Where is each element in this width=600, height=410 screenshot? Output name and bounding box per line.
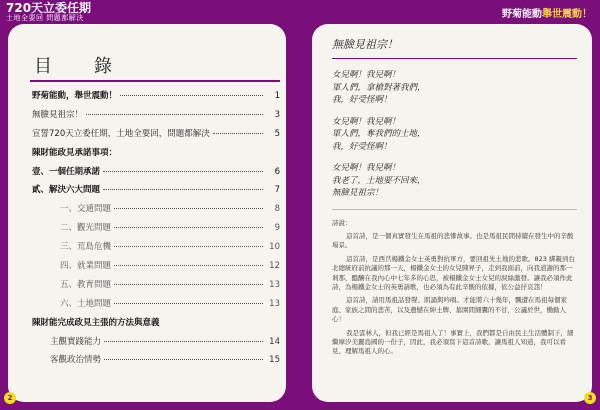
poem-notes — [332, 219, 577, 357]
toc-item-page: 13 — [269, 279, 280, 290]
poem-line: 我老了，土地要不回來， — [332, 175, 426, 186]
toc-item[interactable] — [32, 278, 280, 297]
notes-heading: 詩說： — [332, 218, 352, 227]
header-slogan — [502, 5, 592, 20]
toc-dot-leader — [120, 95, 263, 96]
toc-heading: 目 錄 — [34, 56, 124, 77]
toc-item-label: 一、交通問題 — [60, 204, 112, 215]
poem-stanza — [332, 162, 577, 200]
toc-item-label: 二、觀光問題 — [60, 223, 112, 234]
toc-item-page: 3 — [274, 109, 280, 120]
toc-item-label: 貳、解決六大問題 — [32, 185, 101, 196]
section-divider — [332, 209, 577, 211]
poem-line: 軍人們，拿槍對著我們， — [332, 82, 426, 93]
toc-item[interactable] — [32, 259, 280, 278]
toc-item[interactable] — [32, 89, 280, 108]
toc-item[interactable] — [32, 221, 280, 240]
toc-item-label: 宣誓720天立委任期，土地全要回，問題都解決 — [32, 128, 210, 139]
note-paragraph: 這首詩，是西莒楊鐵金女士英勇對抗軍方，要回祖先土地的悲歌。823 綁親到台北總統府前抗議的那一天，楊鐵金女士的女兒陳昇子，走到我面前，向我道謝的那一剎那，醞醸在我內心中七年多的心思，被楊鐵金女士女兒的淚絲激發。讓我必須作此詩，為楊鐵金女士的英勇請歌，也必須為有此辛酸的依據，依公益抒哀怨！ — [332, 254, 575, 291]
toc-item[interactable] — [32, 335, 280, 354]
note-paragraph: 我是雲林人，但我已經是馬祖人了！事實上，我們都是自由民主生活體制下，細繼摩汐美麗島國的一份子，因此，我必須寫下這首詩歌，讓馬祖人知道，我可以看見、理解馬祖人的心。 — [332, 328, 574, 356]
toc-item[interactable] — [32, 353, 280, 372]
poem-page — [312, 24, 592, 402]
toc-item-label: 六、土地問題 — [60, 298, 112, 309]
toc-item-page: 9 — [274, 223, 280, 234]
toc-dot-leader — [114, 265, 263, 266]
toc-item[interactable] — [32, 297, 280, 316]
toc-dot-leader — [104, 359, 263, 360]
toc-item[interactable] — [32, 240, 280, 259]
toc-item-page: 13 — [269, 298, 280, 309]
toc-dot-leader — [86, 114, 263, 115]
poem-line: 我，好受怪啊！ — [332, 141, 392, 152]
poem-title-divider — [332, 58, 577, 59]
toc-dot-leader — [114, 303, 263, 304]
header-subtitle: 土地全要回 問題都解決 — [6, 14, 84, 22]
toc-dot-leader — [114, 284, 263, 285]
toc-dot-leader — [114, 246, 263, 247]
poem-stanzas — [332, 69, 577, 200]
poem-stanza — [332, 116, 577, 154]
toc-divider — [30, 80, 280, 82]
toc-item-label: 無臉見祖宗！ — [32, 109, 84, 120]
poem-line: 軍人們，奪我們的土地， — [332, 129, 426, 139]
toc-item-label: 客觀政治情勢 — [50, 355, 102, 366]
toc-item-page: 15 — [269, 355, 280, 366]
page-number-left: 2 — [4, 392, 16, 404]
toc-item-label: 三、荒島危機 — [60, 242, 112, 253]
toc-dot-leader — [114, 227, 263, 228]
note-paragraph: 這首詩，是一個真實發生在馬祖的悲慘故事。也是馬祖民間持續在發生中的辛酸場景。 — [332, 231, 574, 250]
toc-item-page: 1 — [274, 91, 280, 101]
toc-item-label: 野菊能動，舉世震動！ — [32, 91, 118, 101]
slogan-part-a: 野菊能動 — [502, 9, 542, 20]
toc-item[interactable] — [32, 165, 280, 184]
toc-item-page: 8 — [274, 204, 280, 215]
toc-item[interactable] — [32, 183, 280, 202]
toc-dot-leader — [104, 341, 263, 342]
toc-item-label: 四、就業問題 — [60, 261, 112, 272]
toc-dot-leader — [213, 133, 263, 134]
toc-item-page: 14 — [269, 336, 280, 347]
toc-dot-leader — [103, 171, 263, 172]
poem-line: 女兒啊！我兒啊！ — [332, 163, 401, 173]
toc-item[interactable] — [32, 127, 280, 146]
toc-dot-leader — [103, 189, 263, 190]
toc-item-label: 陳財能政見承諾事項： — [32, 147, 118, 158]
toc-item-label: 主觀實踐能力 — [50, 336, 102, 347]
header-title: 720天立委任期 — [6, 1, 92, 15]
note-paragraph: 這首詩，請用馬祖話發聲、朗誦與吟唱。才能將六十幾年，飄遭在馬祖每個家庭、家族之間的悲苦，以及遺憾在紳士牌、墓園間細囊的不甘，公議於世，慟動人心！ — [332, 296, 567, 324]
toc-item[interactable] — [32, 108, 280, 127]
poem-title: 無臉見祖宗！ — [332, 38, 398, 51]
toc-item-label: 五、教育問題 — [60, 279, 112, 290]
toc-item-page: 6 — [274, 166, 280, 177]
toc-item[interactable] — [32, 146, 280, 165]
toc-list — [32, 89, 280, 372]
poem-line: 我，好受怪啊！ — [332, 95, 392, 105]
toc-item-page: 7 — [274, 185, 280, 196]
toc-item-page: 10 — [269, 242, 280, 253]
poem-line: 無臉見祖宗！ — [332, 188, 384, 198]
toc-item-label: 陳財能完成政見主張的方法與意義 — [32, 317, 160, 328]
toc-item[interactable] — [32, 316, 280, 335]
page-number-right: 3 — [584, 392, 596, 404]
toc-item-label: 壹、一個任期承諾 — [32, 166, 101, 177]
toc-dot-leader — [114, 208, 263, 209]
toc-item-page: 5 — [274, 128, 280, 139]
poem-line: 女兒啊！我兒啊！ — [332, 116, 401, 127]
poem-line: 女兒啊！我兒啊！ — [332, 70, 401, 80]
toc-item-page: 12 — [269, 261, 280, 272]
toc-item[interactable] — [32, 202, 280, 221]
poem-stanza — [332, 69, 577, 107]
slogan-part-b: 舉世震動！ — [542, 9, 592, 20]
toc-page — [8, 24, 286, 402]
